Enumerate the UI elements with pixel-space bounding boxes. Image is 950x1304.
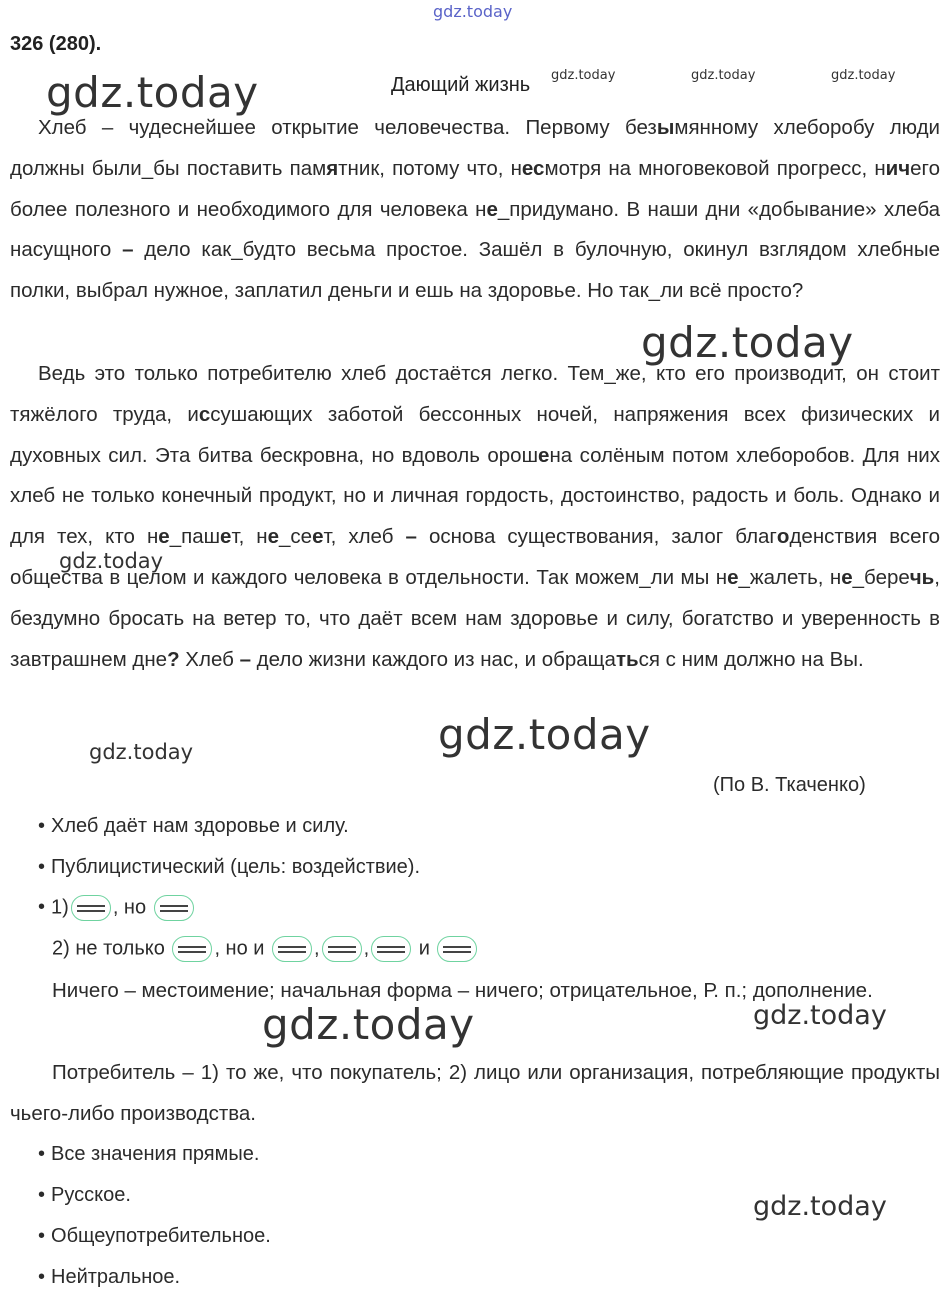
predicate-icon	[371, 936, 411, 962]
predicate-icon	[322, 936, 362, 962]
paragraph-1: Хлеб – чудеснейшее открытие человечества. Первому безымянному хлеборобу люди должны были_бы поставить памятник, потому что, несмотря на многовековой прогресс, ничего более полезного и необходимого для человека не_придумано. В наши дни «добывание» хлеба насущного – дело как_будто весьма простое. Зашёл в булочную, окинул взглядом хлебные полки, выбрал нужное, заплатил деньги и ешь на здоровье. Но так_ли всё просто?	[10, 116, 941, 303]
watermark: gdz.today	[641, 318, 854, 367]
watermark: gdz.today	[831, 68, 896, 83]
predicate-icon	[272, 936, 312, 962]
answer-style: • Публицистический (цель: воздействие).	[38, 856, 421, 878]
watermark-top: gdz.today	[433, 2, 513, 21]
paragraph-2: Ведь это только потребителю хлеб достаётся легко. Тем_же, кто его производит, он стоит тяжёлого труда, иссушающих заботой бессонных ночей, напряжения всех физических и духовных сил. Эта битва бескровна, но вдоволь орошена солёным потом хлеборобов. Для них хлеб не только конечный продукт, но и личная гордость, достоинство, радость и боль. Однако и для тех, кто не_пашет, не_сеет, хлеб – основа существования, залог благоденствия всего общества в целом и каждого человека в отдельности. Так можем_ли мы не_жалеть, не_беречь, бездумно бросать на ветер то, что даёт всем нам здоровье и силу, богатство и уверенность в завтрашнем дне? Хлеб – дело жизни каждого из нас, и обращаться с ним должно на Вы.	[10, 362, 941, 671]
answer-item: • Все значения прямые.	[38, 1143, 260, 1165]
scheme-1: • 1) , но	[38, 895, 196, 921]
definition-consumer: Потребитель – 1) то же, что покупатель; 2) лицо или организация, потребляющие продукты чьего-либо производства.	[10, 1061, 940, 1125]
watermark: gdz.today	[691, 68, 756, 83]
exercise-number: 326 (280).	[10, 33, 102, 55]
answer-item: • Общеупотребительное.	[38, 1225, 271, 1247]
watermark: gdz.today	[753, 1000, 887, 1031]
watermark: gdz.today	[753, 1191, 887, 1222]
author-attribution: (По В. Ткаченко)	[713, 774, 866, 796]
predicate-icon	[71, 895, 111, 921]
answer-item: • Русское.	[38, 1184, 131, 1206]
answer-item: • Нейтральное.	[38, 1266, 181, 1288]
predicate-icon	[154, 895, 194, 921]
watermark: gdz.today	[438, 710, 651, 759]
watermark: gdz.today	[262, 1000, 475, 1049]
analysis-nichego: Ничего – местоимение; начальная форма – ничего; отрицательное, Р. п.; дополнение.	[52, 979, 873, 1002]
watermark: gdz.today	[89, 740, 194, 764]
watermark: gdz.today	[551, 68, 616, 83]
text-title: Дающий жизнь	[391, 74, 531, 96]
predicate-icon	[172, 936, 212, 962]
scheme-2: 2) не только , но и , , и	[52, 936, 479, 962]
answer-main-idea: • Хлеб даёт нам здоровье и силу.	[38, 815, 349, 837]
watermark: gdz.today	[46, 68, 259, 117]
predicate-icon	[437, 936, 477, 962]
watermark: gdz.today	[59, 549, 164, 573]
